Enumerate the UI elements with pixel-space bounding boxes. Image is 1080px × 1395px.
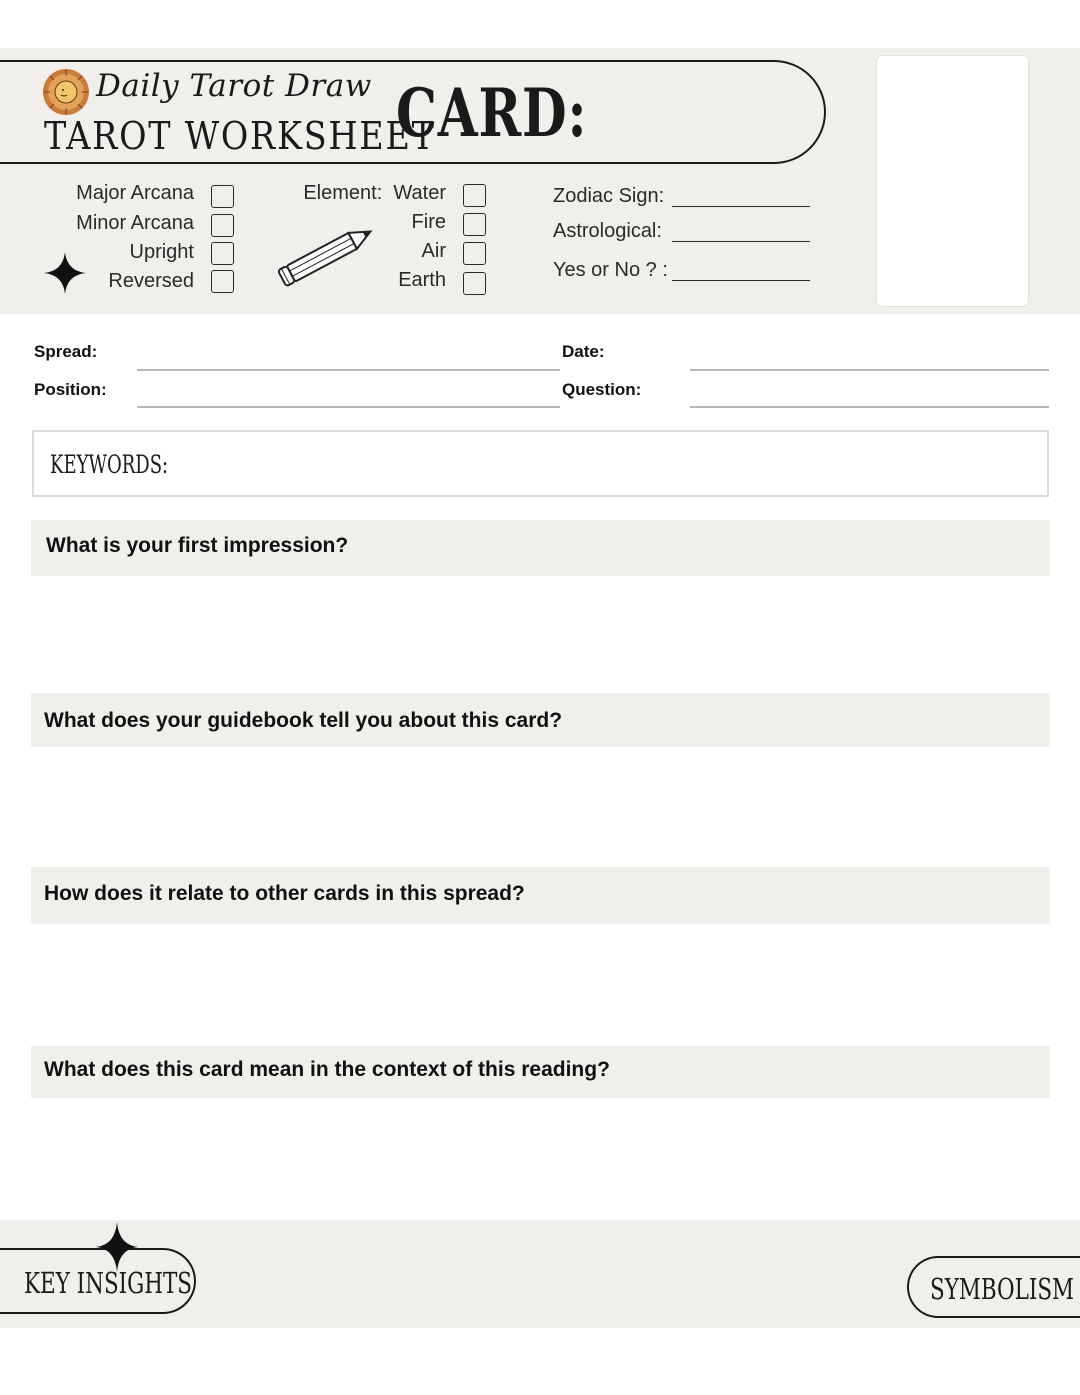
card-title: CARD: [396,74,588,152]
astrological-input[interactable] [672,241,810,242]
pencil-icon [272,218,384,290]
zodiac-sign-label: Zodiac Sign: [553,185,665,207]
sparkle-star-icon [44,252,86,294]
element-fire-label: Fire [411,211,446,233]
date-label: Date: [562,342,605,361]
air-checkbox[interactable] [463,242,486,265]
water-checkbox[interactable] [463,184,486,207]
element-prefix: Element: [303,182,383,204]
earth-checkbox[interactable] [463,272,486,295]
question-text-4: What does this card mean in the context of this reading? [44,1058,610,1081]
keywords-label: KEYWORDS: [50,450,169,479]
spread-label: Spread: [34,342,98,361]
card-image-placeholder [876,55,1029,307]
yes-or-no-label: Yes or No ? : [553,259,668,281]
yes-or-no-input[interactable] [672,280,810,281]
element-water-label [280,182,446,205]
reversed-label: Reversed [108,270,194,292]
sun-moon-logo-icon [42,68,90,116]
position-input[interactable] [137,406,560,408]
minor-arcana-checkbox[interactable] [211,214,234,237]
fire-checkbox[interactable] [463,213,486,236]
question-input[interactable] [690,406,1049,408]
element-earth-label: Earth [398,269,446,291]
question-text-2: What does your guidebook tell you about this card? [44,709,563,732]
worksheet-title: TAROT WORKSHEET [44,114,436,158]
symbolism-label: SYMBOLISM [930,1272,1075,1306]
zodiac-sign-input[interactable] [672,206,810,207]
date-input[interactable] [690,369,1049,371]
sparkle-star-icon [96,1222,138,1272]
element-water-text: Water [393,182,446,204]
question-text-1: What is your first impression? [46,534,349,557]
upright-checkbox[interactable] [211,242,234,265]
key-insights-label: KEY INSIGHTS [24,1266,192,1300]
major-arcana-label: Major Arcana [76,182,194,204]
upright-label: Upright [129,241,194,263]
keywords-box[interactable] [32,430,1049,497]
element-air-label: Air [421,240,446,262]
major-arcana-checkbox[interactable] [211,185,234,208]
reversed-checkbox[interactable] [211,270,234,293]
minor-arcana-label: Minor Arcana [76,212,194,234]
astrological-label: Astrological: [553,220,662,242]
question-text-3: How does it relate to other cards in this spread? [44,882,525,905]
question-label: Question: [562,380,642,399]
script-title: Daily Tarot Draw [96,68,372,104]
position-label: Position: [34,380,107,399]
spread-input[interactable] [137,369,560,371]
